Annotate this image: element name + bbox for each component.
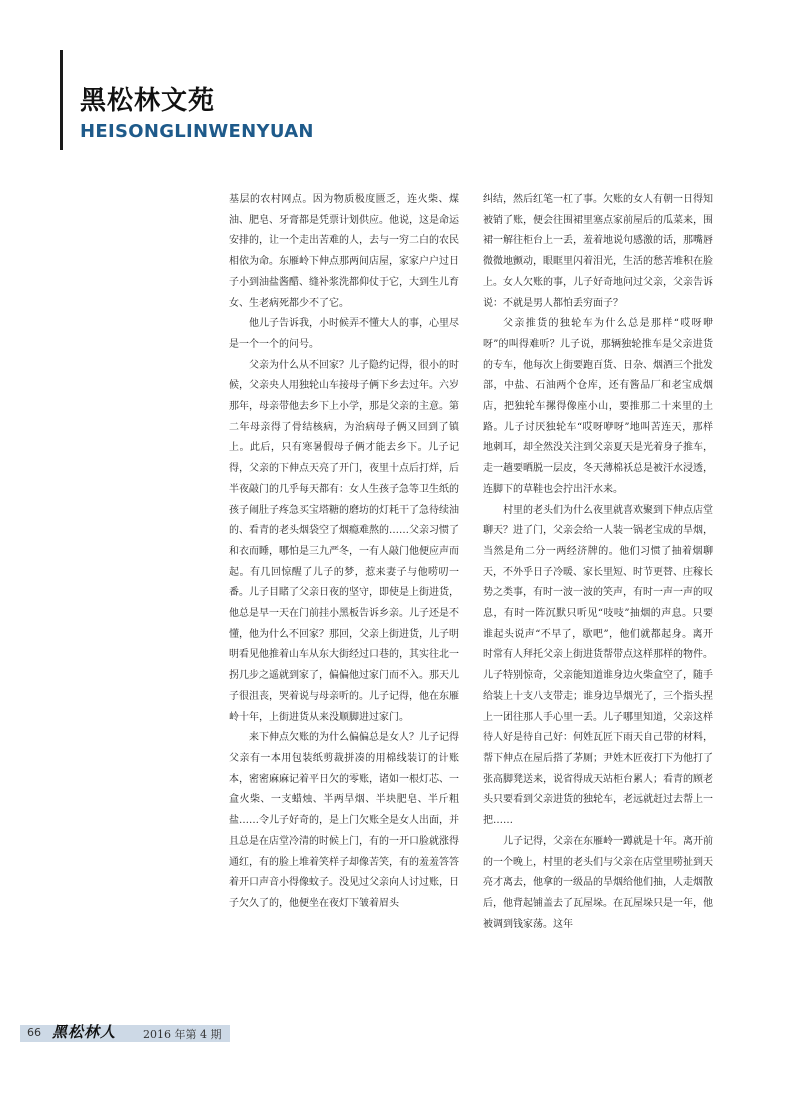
- article-paragraph: 基层的农村网点。因为物质极度匮乏，连火柴、煤油、肥皂、牙膏都是凭票计划供应。他说，这是命运安排的，让一个走出苦难的人，去与一穷二白的农民相依为命。东雁岭下伸点那两间店屋，家家户户过日子小到油盐酱醋、缝补浆洗都仰仗于它，大到生儿育女、生老病死都少不了它。: [229, 194, 459, 309]
- section-title: 黑松林文苑: [80, 86, 216, 116]
- magazine-logo: 黑松林人: [52, 1023, 117, 1041]
- header-accent-rule: [60, 50, 63, 150]
- article-column-right: [483, 190, 713, 935]
- article-paragraph: 来下伸点欠账的为什么偏偏总是女人？儿子记得父亲有一本用包装纸剪裁拼凑的用棉线装订的计账本，密密麻麻记着平日欠的零账，诸如一根灯芯、一盒火柴、一支蜡烛、半两旱烟、半块肥皂、半斤粗盐……令儿子好奇的，是上门欠账全是女人出面，并且总是在店堂冷清的时候上门，有的一开口脸就涨得通红，有的脸上堆着笑样子却像苦笑，有的羞羞答答着开口声音小得像蚊子。没见过父亲向人讨过账，日子欠久了的，他便坐在夜灯下皱着眉头: [229, 732, 459, 909]
- page-number: 66: [27, 1026, 41, 1039]
- article-paragraph: 父亲推货的独轮车为什么总是那样“哎呀咿呀”的叫得难听？儿子说，那辆独轮推车是父亲进货的专车，他每次上街要跑百货、日杂、烟酒三个批发部，中盐、石油两个仓库，还有酱品厂和老宝成烟店，把独轮车摞得像座小山，要推那二十来里的土路。儿子讨厌独轮车“哎呀咿呀”地叫苦连天，那样地刺耳，却全然没关注到父亲夏天是光着身子推车，走一趟要晒脱一层皮，冬天薄棉袄总是被汗水浸透，连脚下的草鞋也会拧出汗水来。: [483, 318, 713, 495]
- article-paragraph: 他儿子告诉我，小时候弄不懂大人的事，心里尽是一个一个的问号。: [229, 318, 459, 350]
- section-subtitle: HEISONGLINWENYUAN: [80, 121, 314, 142]
- article-paragraph: 纠结，然后红笔一杠了事。欠账的女人有朝一日得知被销了账，便会往围裙里塞点家前屋后的瓜菜来，围裙一解往柜台上一丢，羞着地说句感激的话，那嘴唇微微地颤动，眼眶里闪着泪光，生活的愁苦堆积在脸上。女人欠账的事，儿子好奇地问过父亲，父亲告诉说：不就是男人都怕丢穷面子？: [483, 194, 713, 309]
- article-paragraph: 儿子记得，父亲在东雁岭一蹲就是十年。离开前的一个晚上，村里的老头们与父亲在店堂里唠扯到天亮才离去，他拿的一级品的旱烟给他们抽，人走烟散后，他背起铺盖去了瓦屋垛。在瓦屋垛只是一年，他被调到钱家荡。这年: [483, 835, 713, 930]
- article-paragraph: 父亲为什么从不回家？儿子隐约记得，很小的时候，父亲央人用独轮山车接母子俩下乡去过年。六岁那年，母亲带他去乡下上小学，那是父亲的主意。第二年母亲得了骨结核病，为治病母子俩又回到了镇上。此后，只有寒暑假母子俩才能去乡下。儿子记得，父亲的下伸点天亮了开门，夜里十点后打烊，后半夜敲门的几乎每天都有：女人生孩子急等卫生纸的孩子闹肚子疼急买宝塔糖的磨坊的灯耗干了急待续油的、看青的老头烟袋空了烟瘾难熬的……父亲习惯了和衣而睡，哪怕是三九严冬，一有人敲门他便应声而起。有几回惊醒了儿子的梦，惹来妻子与他唠叨一番。儿子目睹了父亲日夜的坚守，即使是上街进货，他总是早一天在门前挂小黑板告诉乡亲。儿子还是不懂，他为什么不回家？那回，父亲上街进货，儿子明明看见他推着山车从东大街经过口巷的，其实往北一拐几步之遥就到家了，偏偏他过家门而不入。那天儿子很沮丧，哭着说与母亲听的。儿子记得，他在东雁岭十年，上街进货从来没顺脚进过家门。: [229, 359, 459, 723]
- article-paragraph: 村里的老头们为什么夜里就喜欢聚到下伸点店堂聊天？进了门，父亲会给一人装一锅老宝成的旱烟，当然是角二分一两经济牌的。他们习惯了抽着烟聊天，不外乎日子冷暖、家长里短、时节更替、庄稼长势之类事，有时一波一波的笑声，有时一声一声的叹息，有时一阵沉默只听见“吱吱”抽烟的声息。只要谁起头说声“不早了，歇吧”，他们就都起身。离开时常有人拜托父亲上街进货帮带点这样那样的物件。儿子特别惊奇，父亲能知道谁身边火柴盒空了，随手给装上十支八支带走；谁身边旱烟光了，三个指头捏上一团往那人手心里一丢。儿子哪里知道，父亲这样待人好是待自己好：何姓瓦匠下雨天自己带的材料，帮下伸点在屋后搭了茅厕；尹姓木匠夜打下为他打了张高脚凳送来，说省得成天站柜台累人；看青的顾老头只要看到父亲进货的独轮车，老远就赶过去帮上一把……: [483, 504, 713, 827]
- article-column-left: [229, 190, 459, 915]
- issue-label: 2016 年第 4 期: [143, 1028, 222, 1041]
